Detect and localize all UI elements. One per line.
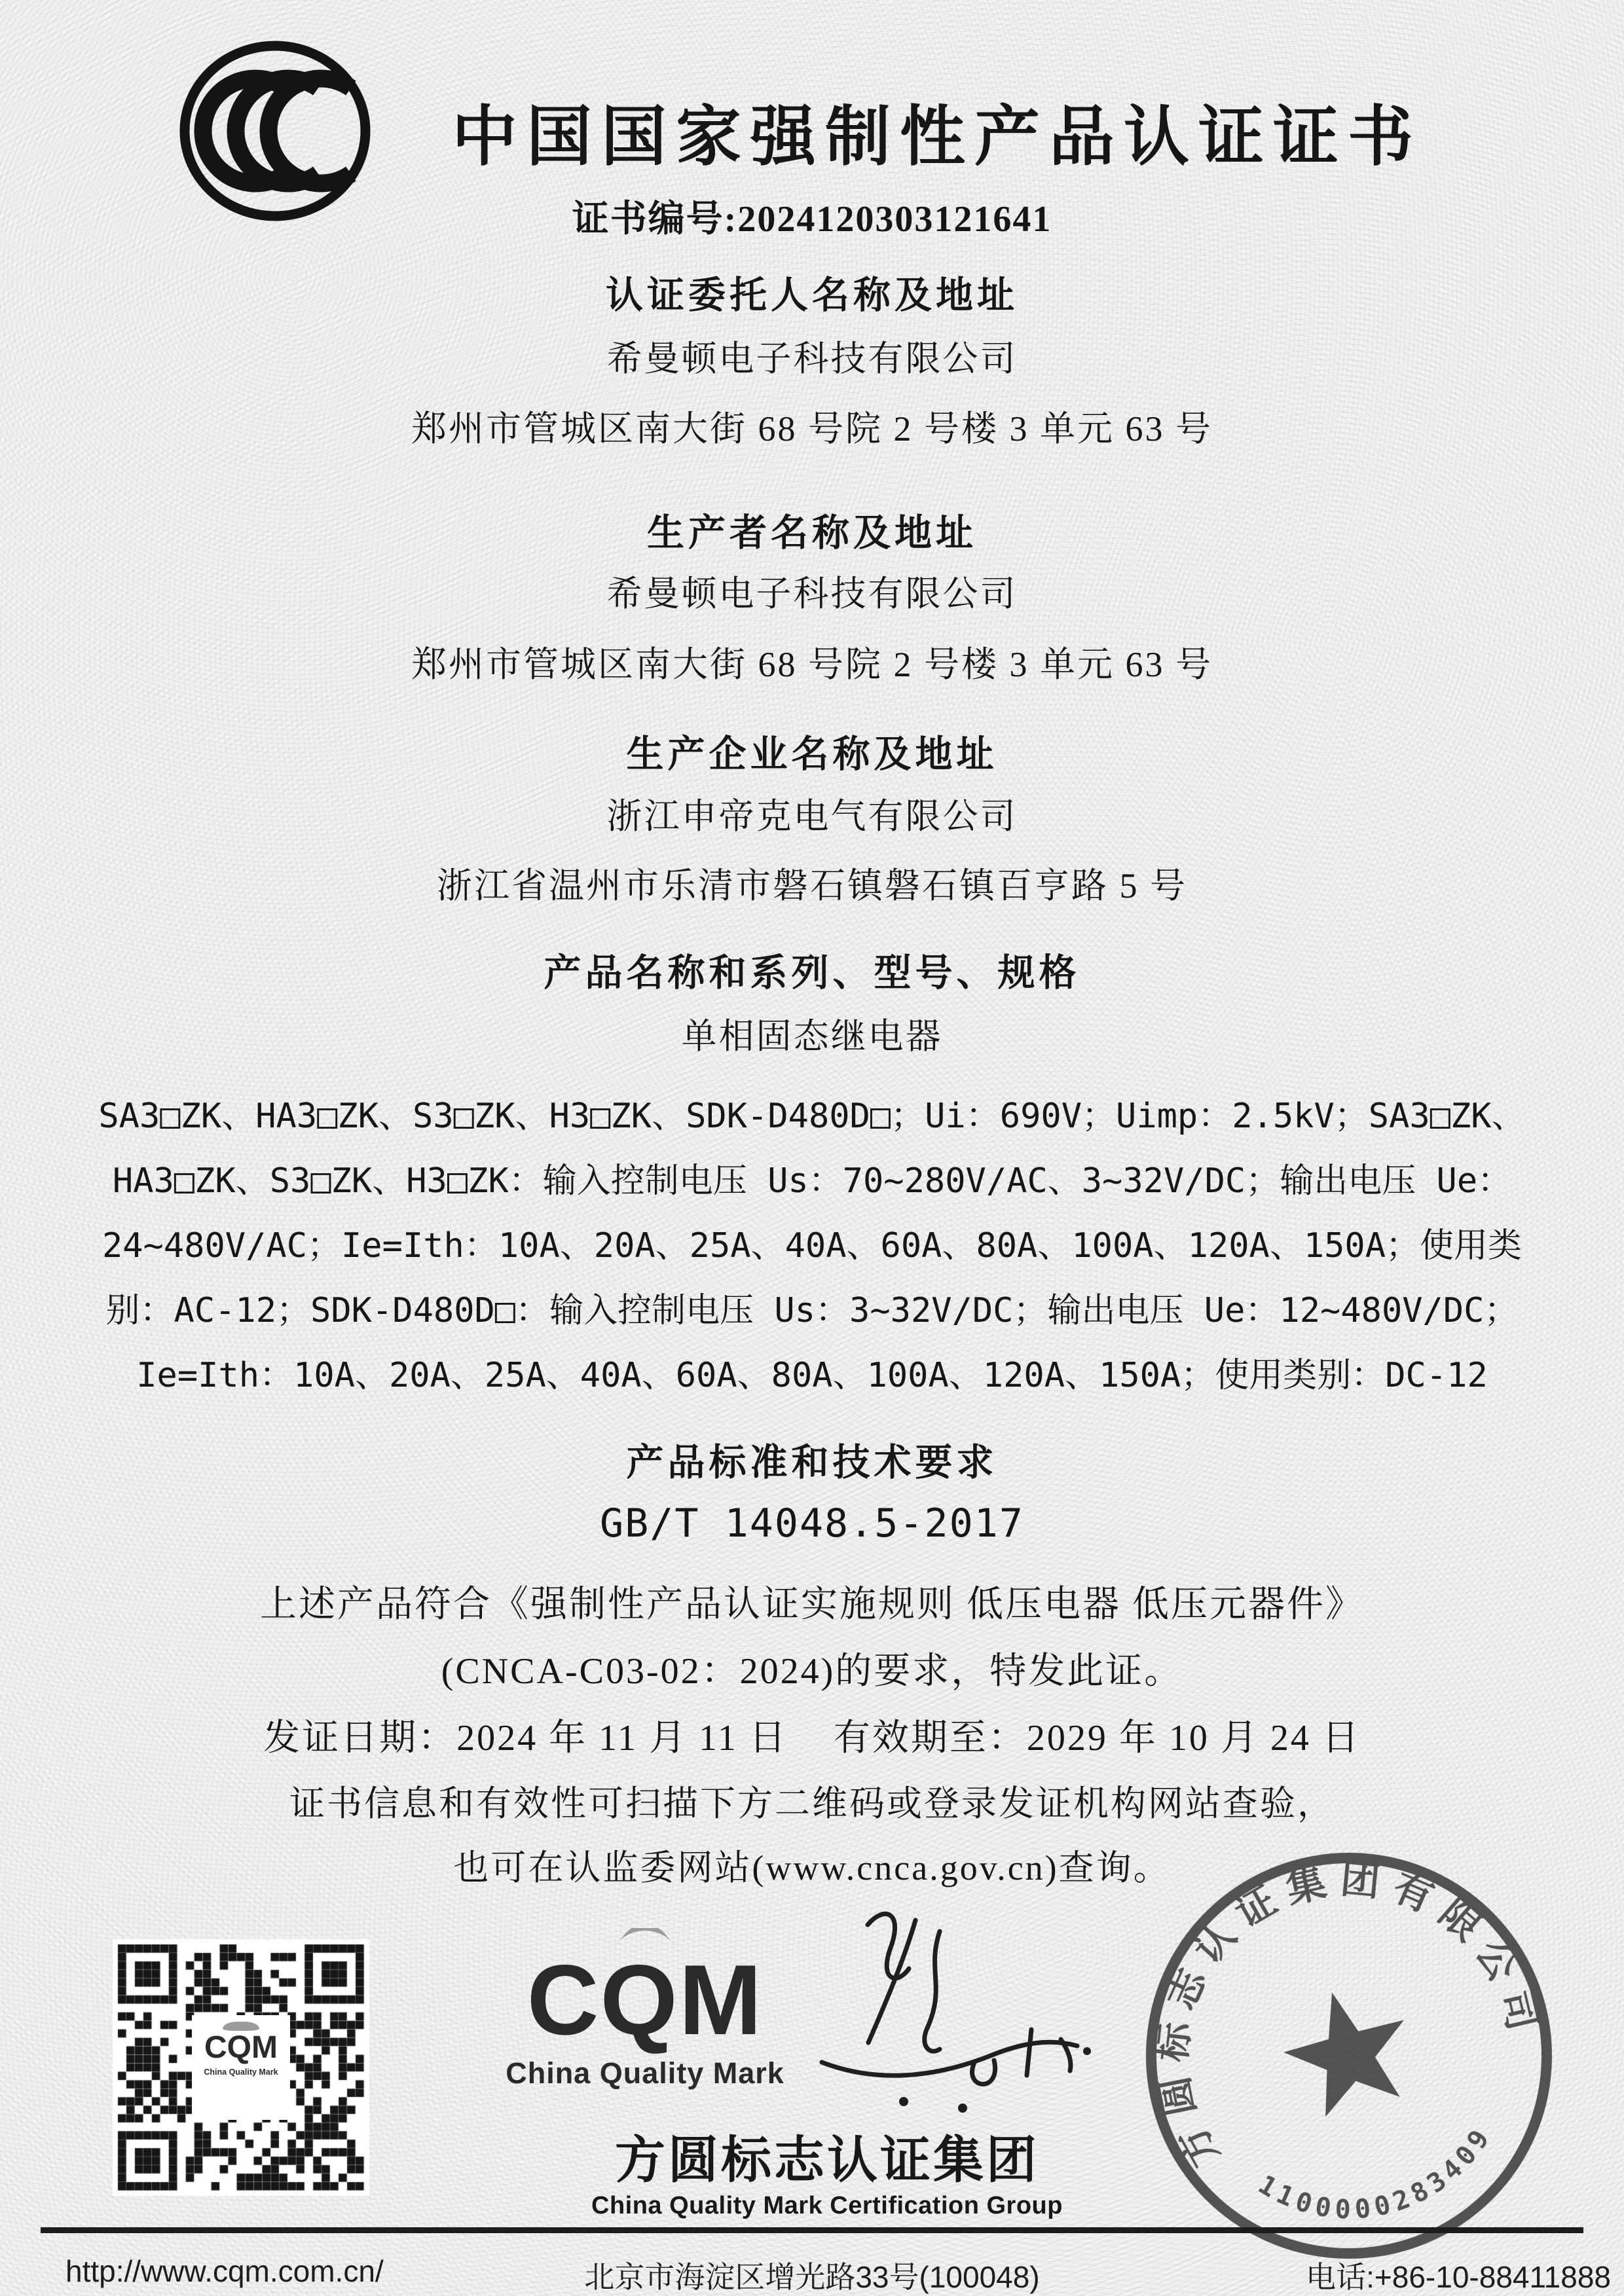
stamp-star-icon: [1272, 1977, 1423, 2123]
stamp-ring-text: 方圆标志认证集团有限公司: [1150, 1857, 1547, 2174]
certificate-title: 中国国家强制性产品认证证书: [452, 101, 1422, 173]
footer-divider: [41, 2227, 1583, 2233]
qr-center-logo: [192, 2015, 290, 2120]
qr-cqm-text: CQM: [204, 2030, 278, 2065]
producer-name: 希曼顿电子科技有限公司: [606, 574, 1018, 613]
issue-date: 发证日期：2024 年 11 月 11 日: [263, 1718, 788, 1758]
product-spec-line: 别：AC-12；SDK-D480D□：输入控制电压 Us：3~32V/DC；输出电压 Ue：12~480V/DC；: [105, 1291, 1519, 1330]
footer-website: http://www.cqm.com.cn/: [65, 2254, 384, 2288]
statement-line2: (CNCA-C03-02：2024)的要求，特发此证。: [441, 1651, 1183, 1692]
cqm-logo-subtext: China Quality Mark: [506, 2056, 784, 2090]
product-heading: 产品名称和系列、型号、规格: [544, 953, 1080, 994]
producer-heading: 生产者名称及地址: [647, 513, 977, 554]
applicant-address: 郑州市管城区南大街 68 号院 2 号楼 3 单元 63 号: [411, 409, 1213, 448]
cqm-gem-icon: [223, 2022, 259, 2031]
cqm-logo: [458, 1928, 832, 2090]
standard-value: GB/T 14048.5-2017: [599, 1501, 1025, 1546]
applicant-heading: 认证委托人名称及地址: [606, 275, 1018, 316]
factory-heading: 生产企业名称及地址: [626, 734, 998, 775]
footer-phone: 电话:+86-10-88411888: [1306, 2260, 1611, 2294]
producer-address: 郑州市管城区南大街 68 号院 2 号楼 3 单元 63 号: [411, 645, 1213, 684]
statement-line1: 上述产品符合《强制性产品认证实施规则 低压电器 低压元器件》: [260, 1584, 1364, 1625]
cqm-logo-text: CQM: [526, 1944, 764, 2056]
verify-line2: 也可在认监委网站(www.cnca.gov.cn)查询。: [453, 1848, 1171, 1887]
factory-address: 浙江省温州市乐清市磐石镇磐石镇百亨路 5 号: [437, 866, 1187, 905]
expiry-date: 有效期至：2029 年 10 月 24 日: [833, 1718, 1361, 1758]
dates-line: [0, 1709, 1624, 1761]
standard-heading: 产品标准和技术要求: [626, 1442, 998, 1484]
qr-cqm-subtext: China Quality Mark: [204, 2068, 278, 2077]
factory-name: 浙江申帝克电气有限公司: [606, 797, 1018, 836]
stamp-serial-number: 1100000283409: [1253, 2121, 1498, 2225]
certificate-number: 证书编号:2024120303121641: [572, 199, 1052, 240]
cqm-group-name-cn: 方圆标志认证集团: [615, 2132, 1039, 2189]
applicant-name: 希曼顿电子科技有限公司: [606, 339, 1018, 378]
footer-address: 北京市海淀区增光路33号(100048): [584, 2260, 1040, 2294]
product-name: 单相固态继电器: [681, 1017, 943, 1056]
signature: [805, 1908, 1094, 2124]
product-spec-line: HA3□ZK、S3□ZK、H3□ZK：输入控制电压 Us：70~280V/AC、3~32V/DC；输出电压 Ue：: [112, 1161, 1512, 1201]
product-spec-line: 24~480V/AC；Ie=Ith：10A、20A、25A、40A、60A、80A、100A、120A、150A；使用类: [101, 1226, 1522, 1266]
product-spec-line: Ie=Ith：10A、20A、25A、40A、60A、80A、100A、120A、150A；使用类别：DC-12: [136, 1356, 1488, 1395]
product-spec-line: SA3□ZK、HA3□ZK、S3□ZK、H3□ZK、SDK-D480D□；Ui：690V；Uimp：2.5kV；SA3□ZK、: [98, 1097, 1526, 1136]
verify-line1: 证书信息和有效性可扫描下方二维码或登录发证机构网站查验，: [289, 1784, 1335, 1823]
cqm-group-name-en: China Quality Mark Certification Group: [591, 2192, 1063, 2219]
